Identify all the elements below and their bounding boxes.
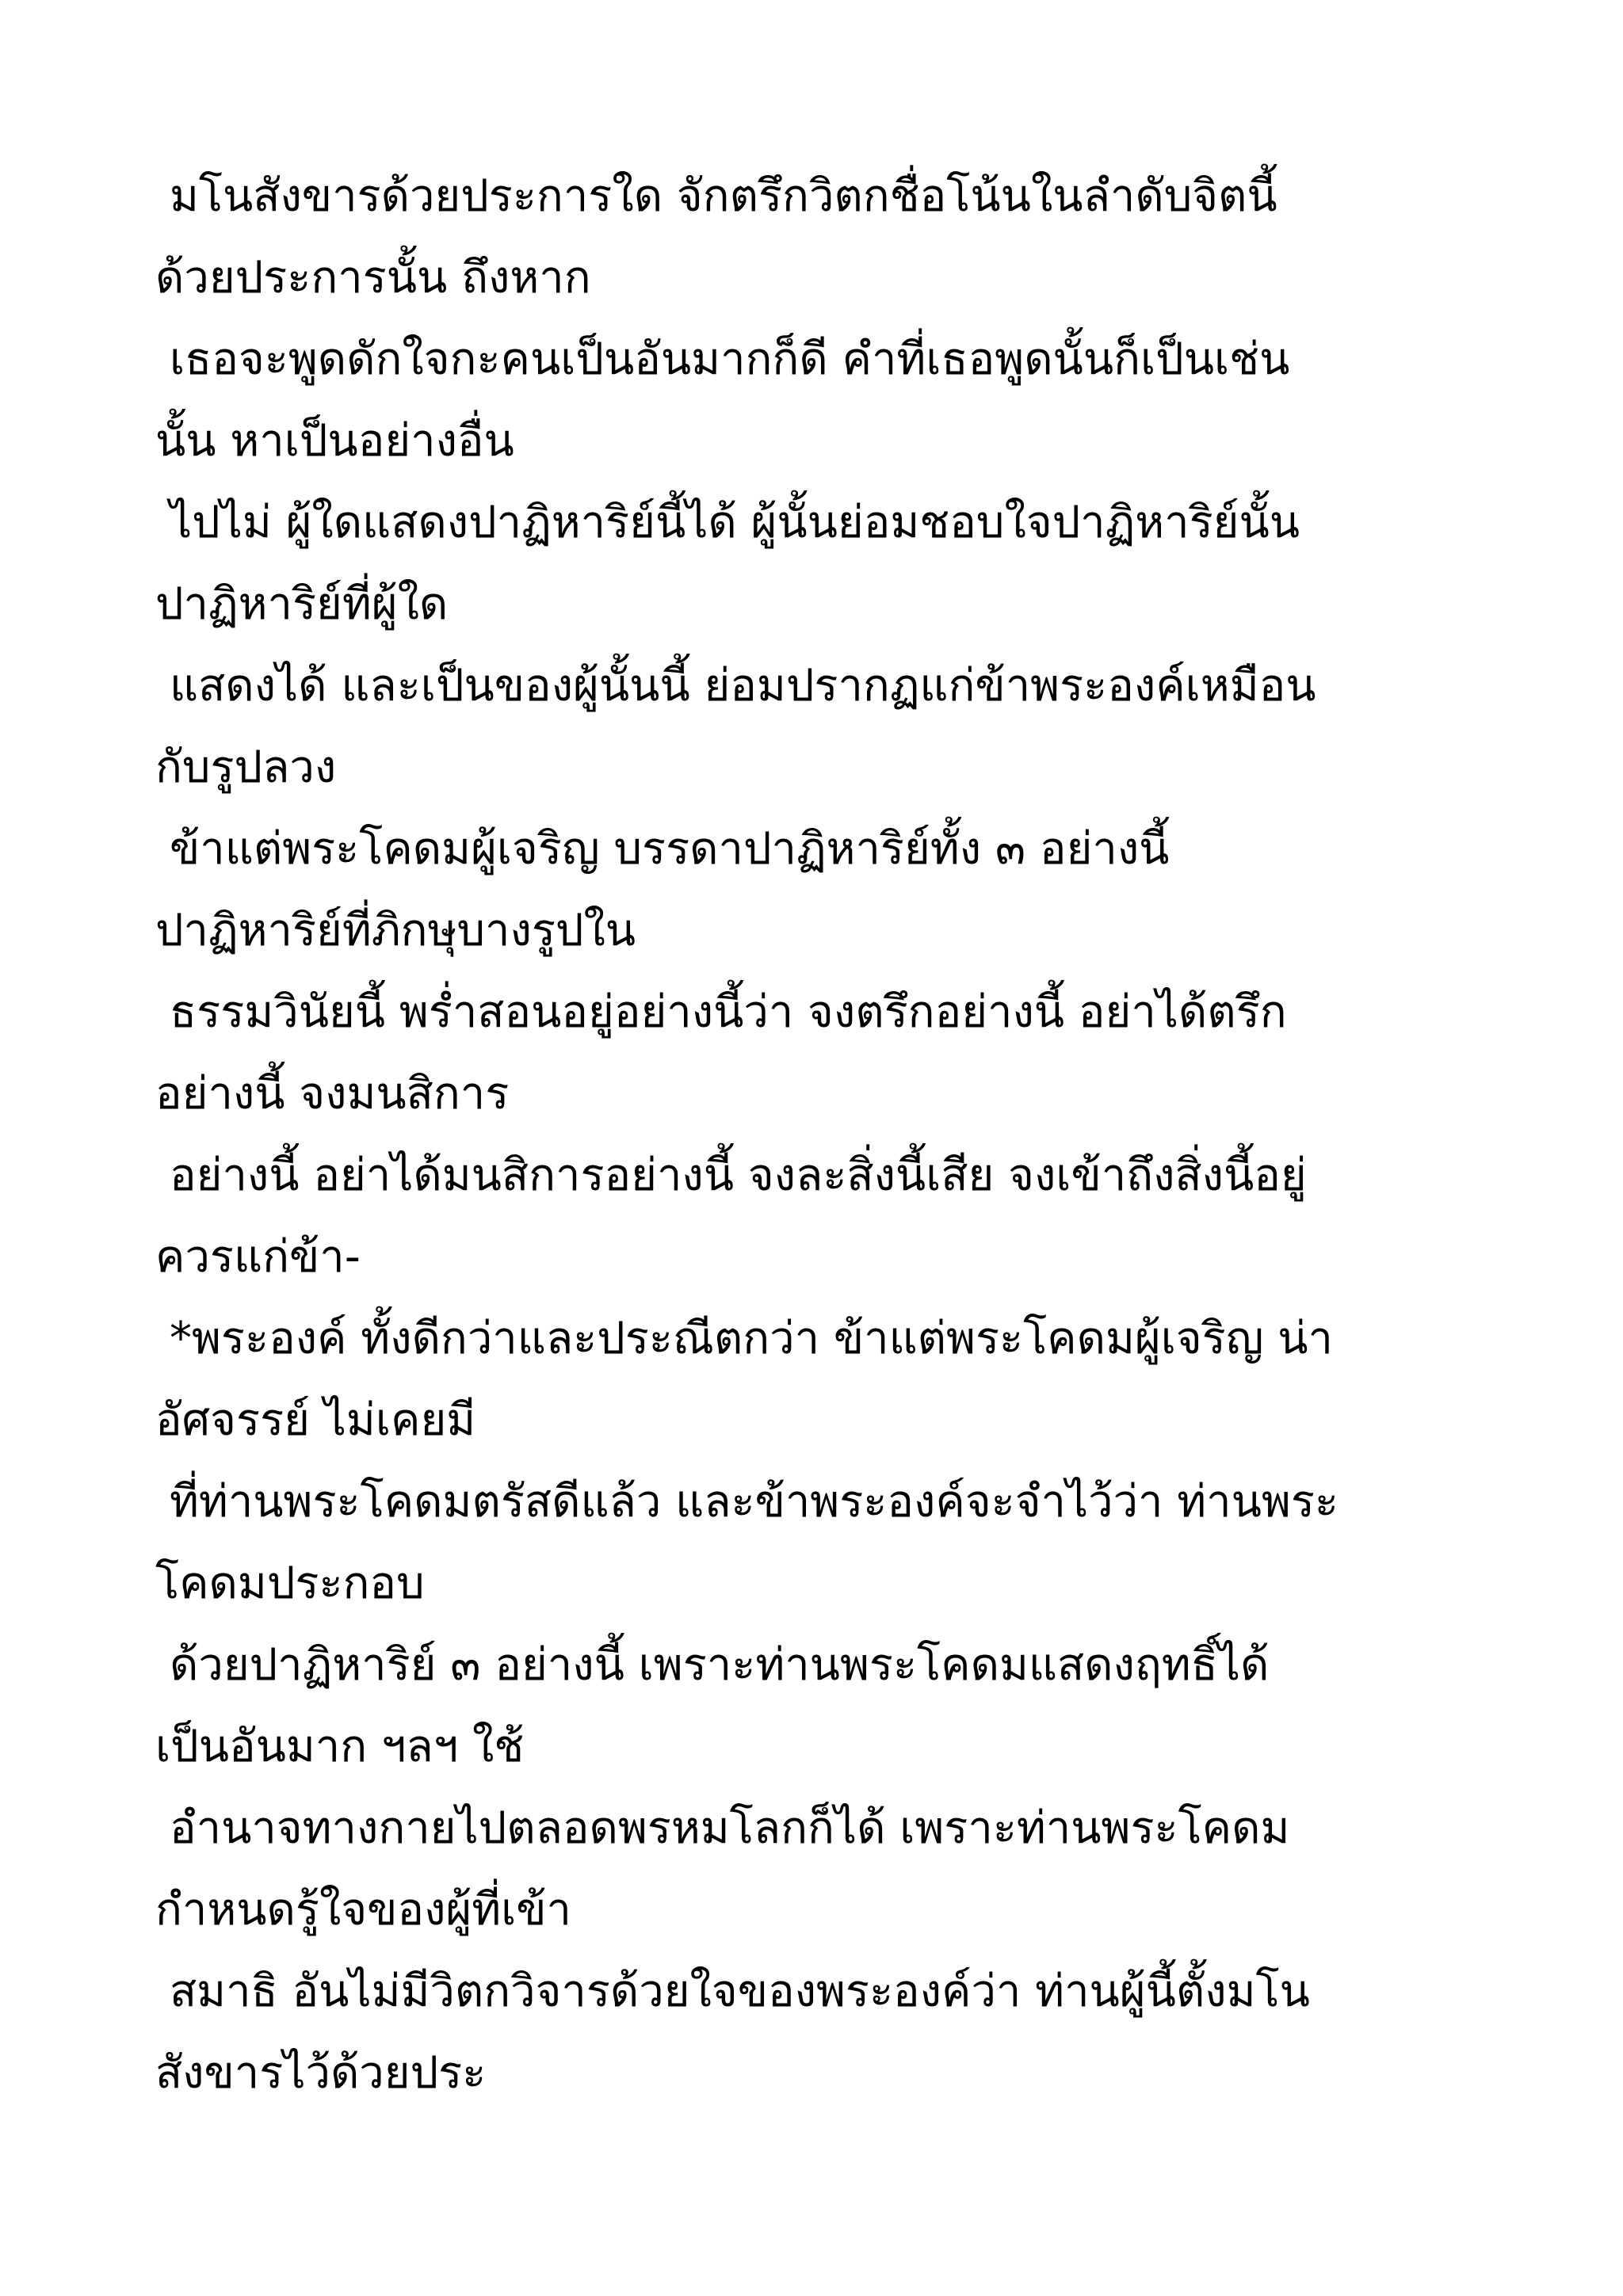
text-line: ที่ท่านพระโคดมตรัสดีแล้ว และข้าพระองค์จะจำไว้ว่า ท่านพระ [170,1476,1338,1527]
paragraph [155,1298,1487,1461]
paragraph [155,1461,1487,1624]
paragraph [155,971,1487,1135]
text-line: ด้วยประการนั้น ถึงหาก [155,252,591,303]
paragraph [155,1624,1487,1787]
body-text [155,155,1487,2114]
text-line: ไปไม่ ผู้ใดแสดงปาฏิหาริย์นี้ได้ ผู้นั้นย่อมชอบใจปาฏิหาริย์นั้น [170,497,1300,548]
text-line: ปาฏิหาริย์ที่ภิกษุบางรูปใน [155,905,636,956]
paragraph [155,808,1487,971]
text-line: เธอจะพูดดักใจกะคนเป็นอันมากก็ดี คำที่เธอพูดนั้นก็เป็นเช่น [170,334,1290,385]
text-line: แสดงได้ และเป็นของผู้นั้นนี้ ย่อมปรากฏแก่ข้าพระองค์เหมือน [170,660,1316,711]
paragraph [155,318,1487,482]
text-line: สังขารไว้ด้วยประ [155,2047,487,2099]
text-line: นั้น หาเป็นอย่างอื่น [155,415,514,467]
text-line: ด้วยปาฏิหาริย์ ๓ อย่างนี้ เพราะท่านพระโคดมแสดงฤทธิ์ได้ [170,1639,1270,1691]
text-line: อย่างนี้ อย่าได้มนสิการอย่างนี้ จงละสิ่งนี้เสีย จงเข้าถึงสิ่งนี้อยู่ [170,1150,1307,1201]
text-line: ธรรมวินัยนี้ พร่ำสอนอยู่อย่างนี้ว่า จงตรึกอย่างนี้ อย่าได้ตรึก [170,986,1287,1038]
text-line: กำหนดรู้ใจของผู้ที่เข้า [155,1884,571,1936]
text-line: ปาฏิหาริย์ที่ผู้ใด [155,578,449,630]
text-line: ควรแก่ข้า- [155,1231,361,1283]
text-line: ข้าแต่พระโคดมผู้เจริญ บรรดาปาฏิหาริย์ทั้ง ๓ อย่างนี้ [170,823,1170,875]
paragraph [155,1951,1487,2114]
paragraph [155,155,1487,318]
text-line: มโนสังขารด้วยประการใด จักตรึกวิตกชื่อโน้นในลำดับจิตนี้ [170,170,1277,222]
paragraph [155,1135,1487,1298]
text-line: อัศจรรย์ ไม่เคยมี [155,1394,476,1446]
paragraph [155,1787,1487,1951]
paragraph [155,482,1487,645]
text-line: กับรูปลวง [155,742,337,793]
text-line: อำนาจทางกายไปตลอดพรหมโลกก็ได้ เพราะท่านพระโคดม [170,1802,1290,1854]
text-line: โคดมประกอบ [155,1558,425,1609]
paragraph [155,645,1487,808]
text-line: อย่างนี้ จงมนสิการ [155,1068,510,1119]
text-line: สมาธิ อันไม่มีวิตกวิจารด้วยใจของพระองค์ว่า ท่านผู้นี้ตั้งมโน [170,1966,1310,2017]
text-line: *พระองค์ ทั้งดีกว่าและประณีตกว่า ข้าแต่พระโคดมผู้เจริญ น่า [170,1313,1334,1364]
text-line: เป็นอันมาก ฯลฯ ใช้ [155,1721,525,1772]
